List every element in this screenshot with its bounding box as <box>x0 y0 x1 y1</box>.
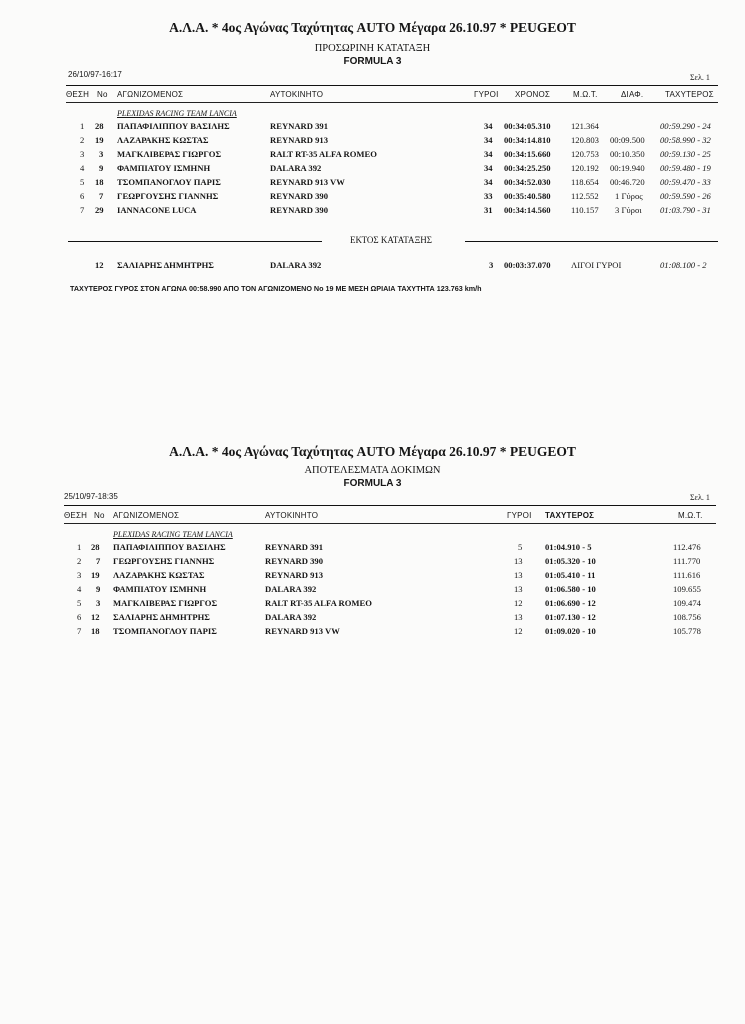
row-driver: ΤΣΟΜΠΑΝΟΓΛΟΥ ΠΑΡΙΣ <box>113 626 217 636</box>
col-gap: ΔΙΑΦ. <box>621 90 644 99</box>
race-class: FORMULA 3 <box>343 56 402 67</box>
row-pos: 2 <box>77 556 82 566</box>
col-speed: Μ.Ω.Τ. <box>678 511 703 520</box>
row-pos: 4 <box>80 163 85 173</box>
practice-timestamp: 25/10/97-18:35 <box>64 492 118 501</box>
row-speed: 105.778 <box>673 626 701 636</box>
row-driver: ΜΑΓΚΛΙΒΕΡΑΣ ΓΙΩΡΓΟΣ <box>113 598 218 608</box>
table-row <box>0 598 745 610</box>
row-laps: 33 <box>484 191 493 201</box>
row-speed: 118.654 <box>571 177 599 187</box>
col-speed: Μ.Ω.Τ. <box>573 90 598 99</box>
row-time: 00:34:14.560 <box>504 205 551 215</box>
row-driver: ΜΑΓΚΛΙΒΕΡΑΣ ΓΙΩΡΓΟΣ <box>117 149 222 159</box>
row-laps: 34 <box>484 121 493 131</box>
col-fastest: ΤΑΧΥΤΕΡΟΣ <box>665 90 714 99</box>
row-laps: 13 <box>514 584 523 594</box>
practice-header-bottom-rule <box>64 523 716 524</box>
row-speed: 109.655 <box>673 584 701 594</box>
row-no: 18 <box>91 626 100 636</box>
row-car: DALARA 392 <box>265 612 317 622</box>
row-speed: 111.616 <box>673 570 701 580</box>
row-speed: 120.803 <box>571 135 599 145</box>
row-laps: 13 <box>514 556 523 566</box>
row-time: 00:34:05.310 <box>504 121 551 131</box>
col-driver: ΑΓΩΝΙΖΟΜΕΝΟΣ <box>113 511 180 520</box>
row-laps: 12 <box>514 598 523 608</box>
table-row <box>0 584 745 596</box>
row-time: 00:34:25.250 <box>504 163 551 173</box>
row-fastest: 01:07.130 - 12 <box>545 612 596 622</box>
row-pos: 7 <box>77 626 82 636</box>
race-timestamp: 26/10/97-16:17 <box>68 70 122 79</box>
row-pos: 5 <box>77 598 82 608</box>
row-laps: 5 <box>518 542 523 552</box>
team-name: PLEXIDAS RACING TEAM LANCIA <box>113 530 233 539</box>
col-no: No <box>97 90 108 99</box>
row-pos: 6 <box>80 191 85 201</box>
row-car: REYNARD 390 <box>270 191 329 201</box>
row-fastest: 00:59.590 - 26 <box>660 191 711 201</box>
excluded-row <box>0 260 745 272</box>
col-laps: ΓΥΡΟΙ <box>507 511 532 520</box>
row-car: REYNARD 391 <box>265 542 324 552</box>
col-no: No <box>94 511 105 520</box>
row-no: 7 <box>99 191 104 201</box>
race-header-bottom-rule <box>66 102 718 103</box>
row-no: 18 <box>95 177 104 187</box>
table-row <box>0 205 745 217</box>
excluded-rule-right <box>465 241 718 242</box>
row-car: DALARA 392 <box>265 584 317 594</box>
row-speed: 120.192 <box>571 163 599 173</box>
row-car: REYNARD 913 <box>265 570 324 580</box>
row-pos: 1 <box>77 542 82 552</box>
row-driver: ΛΑΖΑΡΑΚΗΣ ΚΩΣΤΑΣ <box>117 135 209 145</box>
row-driver: ΦΑΜΠΙΑΤΟΥ ΙΣΜΗΝΗ <box>113 584 207 594</box>
row-laps: 34 <box>484 177 493 187</box>
row-fastest: 01:05.320 - 10 <box>545 556 596 566</box>
row-gap: 3 Γύροι <box>615 205 642 215</box>
table-row <box>0 163 745 175</box>
row-gap: 00:46.720 <box>610 177 645 187</box>
row-no: 9 <box>99 163 104 173</box>
row-laps: 13 <box>514 570 523 580</box>
excluded-heading: ΕΚΤΟΣ ΚΑΤΑΤΑΞΗΣ <box>350 235 433 245</box>
row-time: 00:34:14.810 <box>504 135 551 145</box>
row-no: 28 <box>91 542 100 552</box>
practice-title: Α.Λ.Α. * 4ος Αγώνας Ταχύτητας AUTO Μέγαρα 26.10.97 * PEUGEOT <box>169 444 576 459</box>
row-car: RALT RT-35 ALFA ROMEO <box>270 149 377 159</box>
row-speed: 121.364 <box>571 121 599 131</box>
row-speed: 109.474 <box>673 598 701 608</box>
race-header-top-rule <box>66 85 718 86</box>
row-car: REYNARD 390 <box>265 556 324 566</box>
row-no: 19 <box>91 570 100 580</box>
row-fastest: 01:05.410 - 11 <box>545 570 596 580</box>
practice-class: FORMULA 3 <box>343 478 402 489</box>
row-driver: ΠΑΠΑΦΙΛΙΠΠΟΥ ΒΑΣΙΛΗΣ <box>113 542 226 552</box>
row-time: 00:03:37.070 <box>504 260 551 270</box>
row-laps: 34 <box>484 149 493 159</box>
row-car: REYNARD 913 VW <box>270 177 345 187</box>
row-fastest: 01:09.020 - 10 <box>545 626 596 636</box>
col-laps: ΓΥΡΟΙ <box>474 90 499 99</box>
table-row <box>0 121 745 133</box>
table-row <box>0 612 745 624</box>
row-driver: ΓΕΩΡΓΟΥΣΗΣ ΓΙΑΝΝΗΣ <box>113 556 215 566</box>
table-row <box>0 626 745 638</box>
row-note: ΛΙΓΟΙ ΓΥΡΟΙ <box>571 260 622 270</box>
row-no: 12 <box>91 612 100 622</box>
row-time: 00:34:52.030 <box>504 177 551 187</box>
fastest-lap-note: ΤΑΧΥΤΕΡΟΣ ΓΥΡΟΣ ΣΤΟΝ ΑΓΩΝΑ 00:58.990 ΑΠΟ ΤΟΝ ΑΓΩΝΙΖΟΜΕΝΟ Νο 19 ΜΕ ΜΕΣΗ ΩΡΙΑΙΑ ΤΑΧΥΤΗΤΑ 123.763 km/h <box>70 284 482 293</box>
row-car: RALT RT-35 ALFA ROMEO <box>265 598 372 608</box>
col-car: ΑΥΤΟΚΙΝΗΤΟ <box>270 90 324 99</box>
race-page-number: Σελ. 1 <box>690 73 710 82</box>
table-row <box>0 149 745 161</box>
practice-page-number: Σελ. 1 <box>690 493 710 502</box>
race-subtitle: ΠΡΟΣΩΡΙΝΗ ΚΑΤΑΤΑΞΗ <box>314 43 431 54</box>
row-fastest: 00:59.470 - 33 <box>660 177 711 187</box>
row-gap: 1 Γύρος <box>615 191 643 201</box>
row-speed: 112.476 <box>673 542 701 552</box>
row-no: 29 <box>95 205 104 215</box>
row-laps: 31 <box>484 205 493 215</box>
row-speed: 110.157 <box>571 205 599 215</box>
col-pos: ΘΕΣΗ <box>64 511 88 520</box>
row-no: 12 <box>95 260 104 270</box>
row-driver: ΣΑΛΙΑΡΗΣ ΔΗΜΗΤΡΗΣ <box>113 612 210 622</box>
row-speed: 111.770 <box>673 556 701 566</box>
row-no: 9 <box>96 584 101 594</box>
col-car: ΑΥΤΟΚΙΝΗΤΟ <box>265 511 319 520</box>
row-no: 3 <box>99 149 104 159</box>
row-laps: 13 <box>514 612 523 622</box>
table-row <box>0 556 745 568</box>
row-no: 19 <box>95 135 104 145</box>
row-no: 7 <box>96 556 101 566</box>
row-speed: 108.756 <box>673 612 701 622</box>
row-pos: 6 <box>77 612 82 622</box>
table-row <box>0 542 745 554</box>
row-fastest: 00:59.290 - 24 <box>660 121 711 131</box>
row-pos: 4 <box>77 584 82 594</box>
row-car: REYNARD 913 <box>270 135 329 145</box>
row-no: 28 <box>95 121 104 131</box>
row-pos: 5 <box>80 177 85 187</box>
row-gap: 00:19.940 <box>610 163 645 173</box>
table-row <box>0 191 745 203</box>
row-car: DALARA 392 <box>270 163 322 173</box>
row-driver: ΓΕΩΡΓΟΥΣΗΣ ΓΙΑΝΝΗΣ <box>117 191 219 201</box>
row-fastest: 00:59.130 - 25 <box>660 149 711 159</box>
row-speed: 120.753 <box>571 149 599 159</box>
row-fastest: 00:59.480 - 19 <box>660 163 711 173</box>
row-fastest: 01:06.580 - 10 <box>545 584 596 594</box>
row-car: REYNARD 390 <box>270 205 329 215</box>
row-gap: 00:09.500 <box>610 135 645 145</box>
row-fastest: 00:58.990 - 32 <box>660 135 711 145</box>
row-fastest: 01:08.100 - 2 <box>660 260 707 270</box>
row-laps: 34 <box>484 163 493 173</box>
row-fastest: 01:06.690 - 12 <box>545 598 596 608</box>
row-driver: ΠΑΠΑΦΙΛΙΠΠΟΥ ΒΑΣΙΛΗΣ <box>117 121 230 131</box>
row-driver: ΛΑΖΑΡΑΚΗΣ ΚΩΣΤΑΣ <box>113 570 205 580</box>
table-row <box>0 177 745 189</box>
col-time: ΧΡΟΝΟΣ <box>515 90 551 99</box>
row-driver: ΦΑΜΠΙΑΤΟΥ ΙΣΜΗΝΗ <box>117 163 211 173</box>
row-speed: 112.552 <box>571 191 599 201</box>
col-pos: ΘΕΣΗ <box>66 90 90 99</box>
row-pos: 7 <box>80 205 85 215</box>
excluded-rule-left <box>68 241 322 242</box>
row-laps: 34 <box>484 135 493 145</box>
row-laps: 12 <box>514 626 523 636</box>
row-laps: 3 <box>489 260 494 270</box>
col-fastest: ΤΑΧΥΤΕΡΟΣ <box>545 511 595 520</box>
row-fastest: 01:03.790 - 31 <box>660 205 711 215</box>
row-pos: 3 <box>80 149 85 159</box>
row-no: 3 <box>96 598 101 608</box>
practice-header-top-rule <box>64 505 716 506</box>
col-driver: ΑΓΩΝΙΖΟΜΕΝΟΣ <box>117 90 184 99</box>
row-pos: 3 <box>77 570 82 580</box>
practice-subtitle: ΑΠΟΤΕΛΕΣΜΑΤΑ ΔΟΚΙΜΩΝ <box>304 465 441 476</box>
table-row <box>0 135 745 147</box>
table-row <box>0 570 745 582</box>
row-car: REYNARD 391 <box>270 121 329 131</box>
row-driver: ΣΑΛΙΑΡΗΣ ΔΗΜΗΤΡΗΣ <box>117 260 214 270</box>
team-name: PLEXIDAS RACING TEAM LANCIA <box>117 109 237 118</box>
row-time: 00:35:40.580 <box>504 191 551 201</box>
row-gap: 00:10.350 <box>610 149 645 159</box>
row-time: 00:34:15.660 <box>504 149 551 159</box>
row-car: DALARA 392 <box>270 260 322 270</box>
row-driver: ΤΣΟΜΠΑΝΟΓΛΟΥ ΠΑΡΙΣ <box>117 177 221 187</box>
row-pos: 1 <box>80 121 85 131</box>
race-title: Α.Λ.Α. * 4ος Αγώνας Ταχύτητας AUTO Μέγαρα 26.10.97 * PEUGEOT <box>169 20 576 35</box>
row-fastest: 01:04.910 - 5 <box>545 542 592 552</box>
row-car: REYNARD 913 VW <box>265 626 340 636</box>
row-driver: IANNACONE LUCA <box>117 205 197 215</box>
row-pos: 2 <box>80 135 85 145</box>
